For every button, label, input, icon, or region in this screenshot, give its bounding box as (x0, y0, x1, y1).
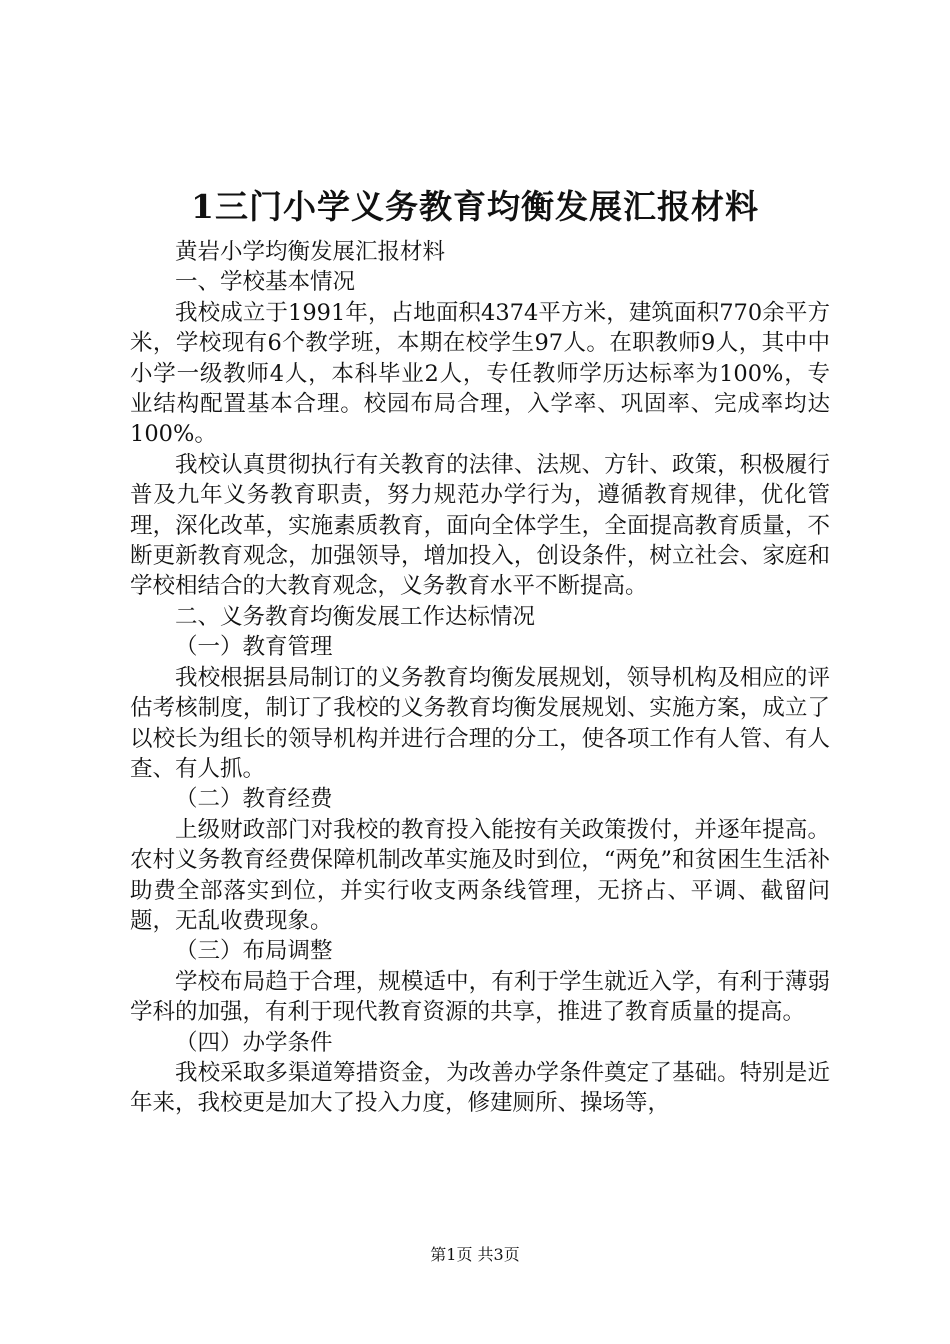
subsection-heading-1: （一）教育管理 (175, 634, 333, 661)
body-paragraph: 上级财政部门对我校的教育投入能按有关政策拨付，并逐年提高。农村义务教育经费保障机制改革实施及时到位，“两免”和贫困生生活补助费全部落实到位，并实行收支两条线管理，无挤占、平调、截留问题，无乱收费现象。 (130, 816, 830, 934)
document-title: 1三门小学义务教育均衡发展汇报材料 (191, 187, 759, 226)
page-number-footer: 第1页 共3页 (430, 1245, 520, 1264)
subtitle-line: 黄岩小学均衡发展汇报材料 (175, 239, 446, 265)
body-paragraph: 学校布局趋于合理，规模适中，有利于学生就近入学，有利于薄弱学科的加强，有利于现代教育资源的共享，推进了教育质量的提高。 (130, 968, 830, 1026)
body-paragraph: 我校采取多渠道筹措资金，为改善办学条件奠定了基础。特别是近年来，我校更是加大了投入力度，修建厕所、操场等， (130, 1059, 830, 1117)
subsection-heading-4: （四）办学条件 (175, 1029, 333, 1056)
body-paragraph: 我校成立于1991年，占地面积4374平方米，建筑面积770余平方米，学校现有6个教学班，本期在校学生97人。在职教师9人，其中中小学一级教师4人，本科毕业2人，专任教师学历达标率为100%，专业结构配置基本合理。校园布局合理，入学率、巩固率、完成率均达100%。 (130, 299, 830, 448)
section-heading-1: 一、学校基本情况 (175, 269, 356, 296)
subsection-heading-2: （二）教育经费 (175, 786, 333, 813)
document-body (130, 237, 830, 1119)
section-heading-2: 二、义务教育均衡发展工作达标情况 (175, 603, 536, 630)
body-paragraph: 我校认真贯彻执行有关教育的法律、法规、方针、政策，积极履行普及九年义务教育职责，努力规范办学行为，遵循教育规律，优化管理，深化改革，实施素质教育，面向全体学生，全面提高教育质量，不断更新教育观念，加强领导，增加投入，创设条件，树立社会、家庭和学校相结合的大教育观念，义务教育水平不断提高。 (130, 451, 830, 600)
body-paragraph: 我校根据县局制订的义务教育均衡发展规划，领导机构及相应的评估考核制度，制订了我校的义务教育均衡发展规划、实施方案，成立了以校长为组长的领导机构并进行合理的分工，使各项工作有人管、有人查、有人抓。 (130, 664, 830, 782)
subsection-heading-3: （三）布局调整 (175, 938, 333, 965)
